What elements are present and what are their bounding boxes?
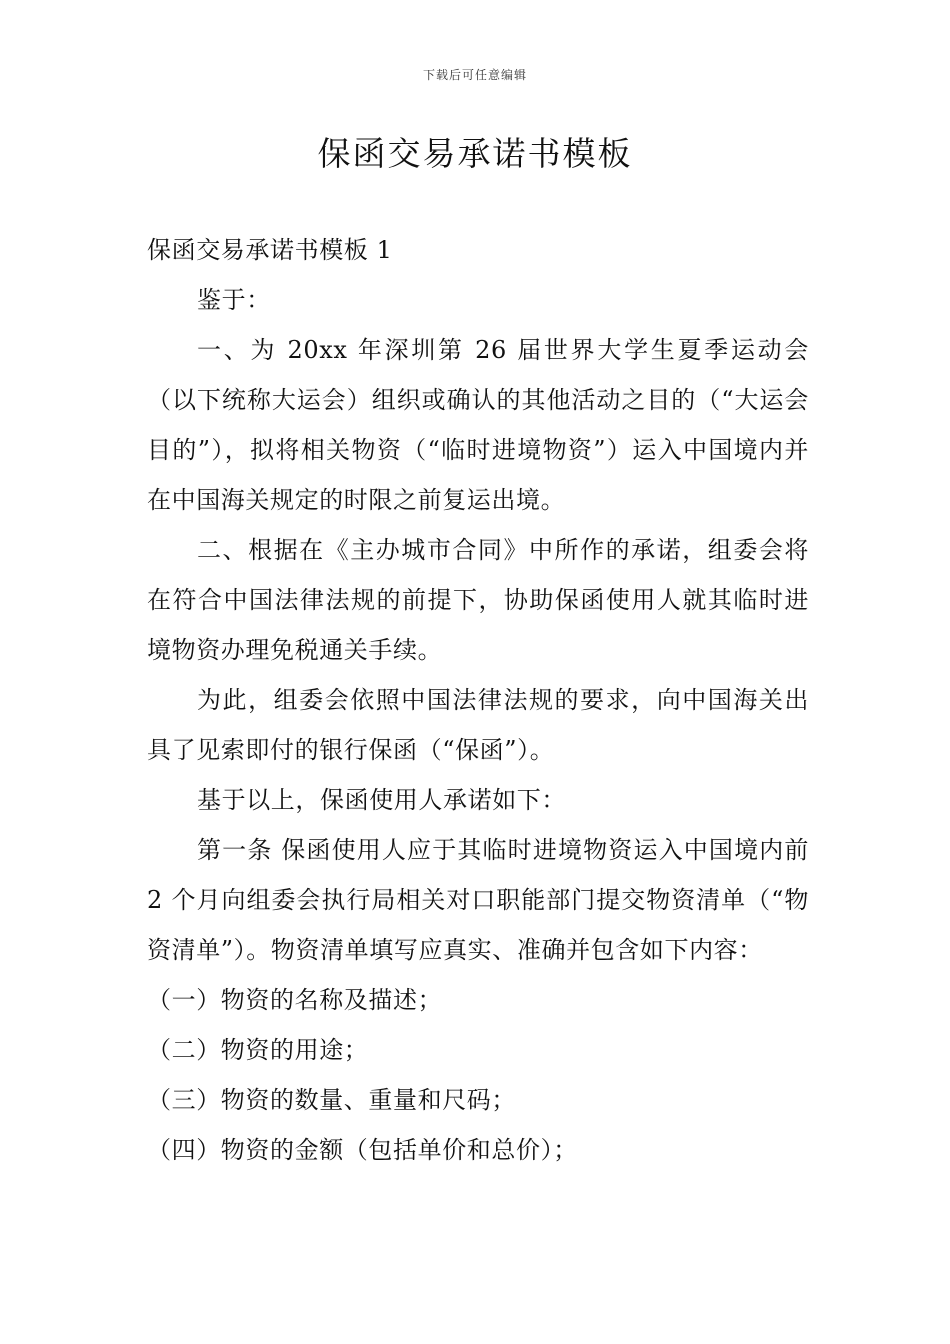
- list-item: （四）物资的金额（包括单价和总价）；: [147, 1136, 578, 1164]
- list-item: （一）物资的名称及描述；: [147, 986, 443, 1014]
- paragraph-4: 基于以上，保函使用人承诺如下：: [197, 786, 566, 814]
- header-note: 下载后可任意编辑: [422, 68, 527, 82]
- document-title: 保函交易承诺书模板: [317, 134, 633, 173]
- paragraph-1: 一、为 20xx 年深圳第 26 届世界大学生夏季运动会（以下统称大运会）组织或确认的其他活动之目的（“大运会目的”），拟将相关物资（“临时进境物资”）运入中国境内并在中国海关规定的时限之前复运出境。: [147, 336, 809, 514]
- paragraph-article-1: 第一条 保函使用人应于其临时进境物资运入中国境内前 2 个月向组委会执行局相关对口职能部门提交物资清单（“物资清单”）。物资清单填写应真实、准确并包含如下内容：: [147, 836, 809, 964]
- paragraph-whereas: 鉴于：: [197, 286, 271, 314]
- paragraph-2: 二、根据在《主办城市合同》中所作的承诺，组委会将在符合中国法律法规的前提下，协助保函使用人就其临时进境物资办理免税通关手续。: [147, 536, 809, 664]
- list-item: （三）物资的数量、重量和尺码；: [147, 1086, 516, 1114]
- section-heading: 保函交易承诺书模板 1: [147, 236, 393, 264]
- list-item: （二）物资的用途；: [147, 1036, 369, 1064]
- paragraph-3: 为此，组委会依照中国法律法规的要求，向中国海关出具了见索即付的银行保函（“保函”）。: [147, 686, 809, 764]
- document-body: [147, 225, 809, 1175]
